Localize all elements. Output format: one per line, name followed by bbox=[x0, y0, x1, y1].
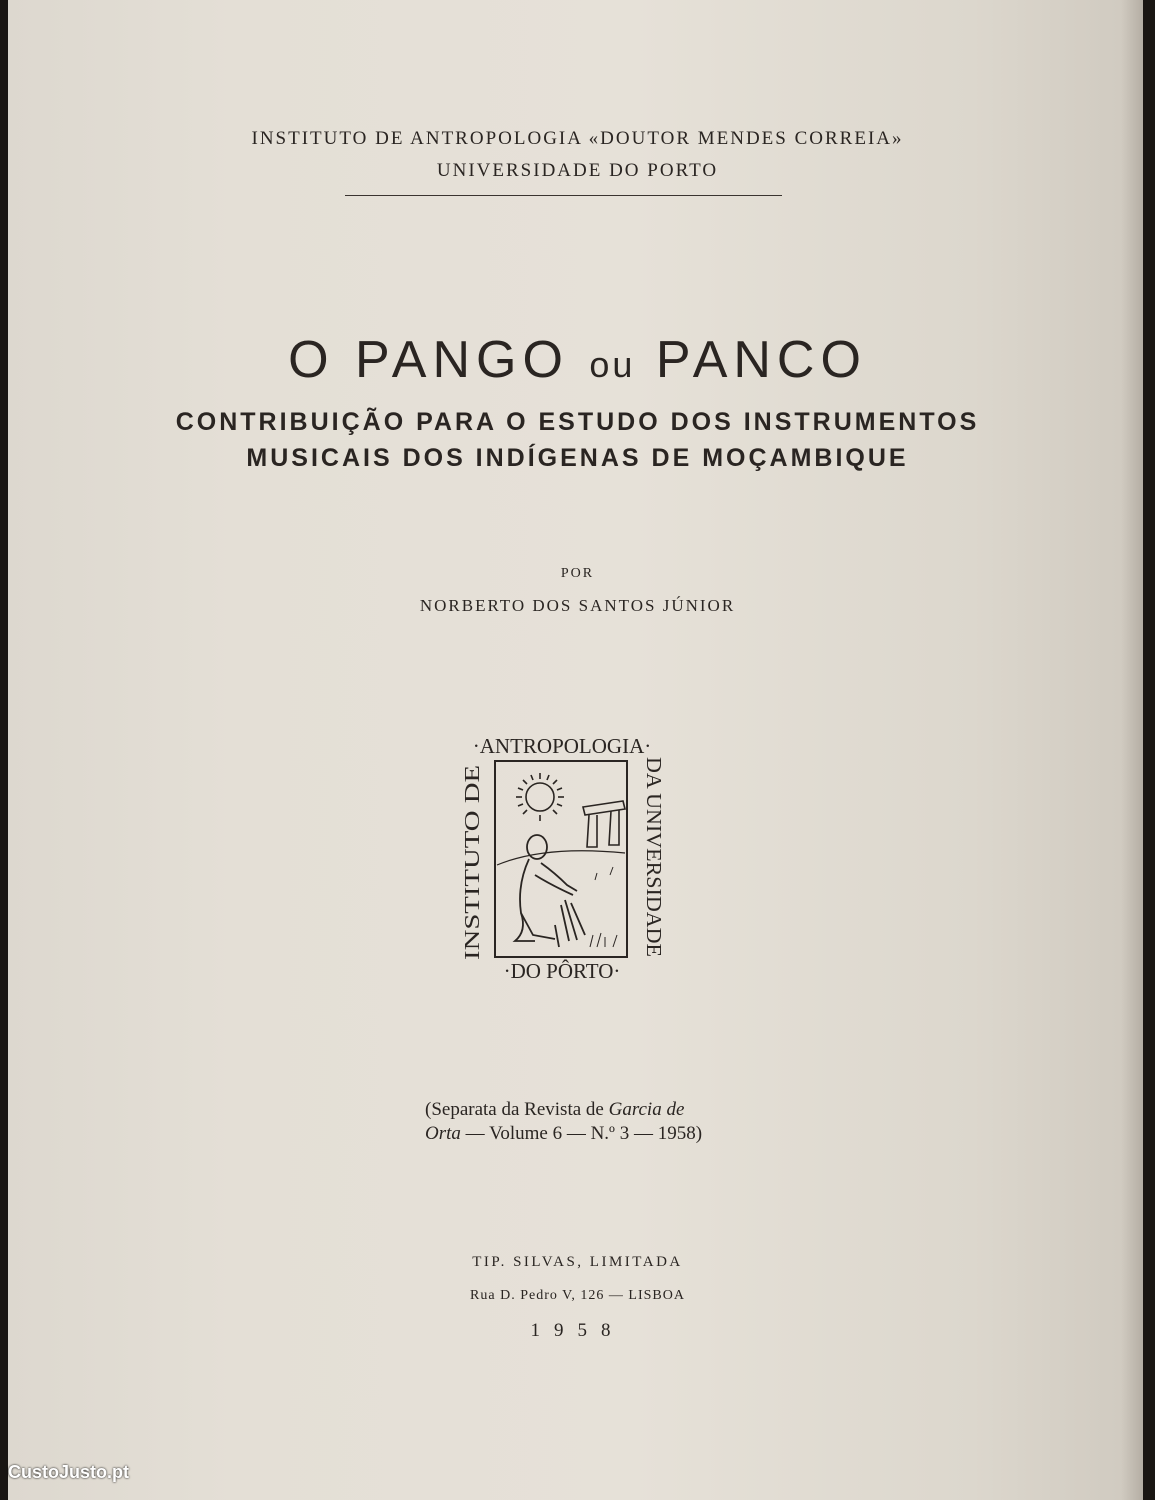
grass-illustration bbox=[590, 867, 617, 947]
separata-note bbox=[425, 1098, 745, 1146]
seal-right-text: DA UNIVERSIDADE bbox=[642, 757, 666, 948]
header-divider bbox=[345, 195, 782, 196]
printer-address: Rua D. Pedro V, 126 — LISBOA bbox=[470, 1288, 685, 1303]
ground-line bbox=[497, 851, 625, 865]
separata-details: — Volume 6 — N.º 3 — 1958) bbox=[460, 1123, 703, 1144]
separata-journal-part2: Orta bbox=[425, 1123, 461, 1144]
byline-por: POR bbox=[560, 566, 595, 581]
title-part-2: PANCO bbox=[655, 331, 867, 389]
title-connector: ou bbox=[589, 344, 636, 385]
publication-year: 1958 bbox=[530, 1320, 625, 1341]
seal-emblem bbox=[455, 735, 670, 985]
subtitle-line-2: MUSICAIS DOS INDÍGENAS DE MOÇAMBIQUE bbox=[246, 444, 909, 472]
separata-journal-part1: Garcia de bbox=[608, 1099, 685, 1120]
institute-seal bbox=[455, 735, 670, 985]
author-name: NORBERTO DOS SANTOS JÚNIOR bbox=[419, 596, 736, 615]
seal-left-text: INSTITUTO DE bbox=[460, 817, 484, 960]
separata-open: (Separata da Revista de bbox=[425, 1099, 609, 1120]
watermark-logo: CustoJusto.pt bbox=[8, 1462, 129, 1482]
document-title bbox=[0, 330, 1155, 390]
seal-bottom-text: ·DO PÔRTO· bbox=[503, 959, 621, 983]
institute-heading: INSTITUTO DE ANTROPOLOGIA «DOUTOR MENDES CORREIA» bbox=[251, 128, 904, 149]
seal-top-text: ·ANTROPOLOGIA· bbox=[472, 735, 652, 758]
university-heading: UNIVERSIDADE DO PORTO bbox=[436, 160, 719, 181]
title-part-1: O PANGO bbox=[288, 331, 569, 389]
page-edge-shadow bbox=[1121, 0, 1143, 1500]
sun-illustration bbox=[516, 773, 564, 821]
printer-name: TIP. SILVAS, LIMITADA bbox=[472, 1254, 683, 1270]
dolmen-illustration bbox=[583, 801, 625, 847]
subtitle-line-1: CONTRIBUIÇÃO PARA O ESTUDO DOS INSTRUMENTOS bbox=[175, 408, 980, 436]
